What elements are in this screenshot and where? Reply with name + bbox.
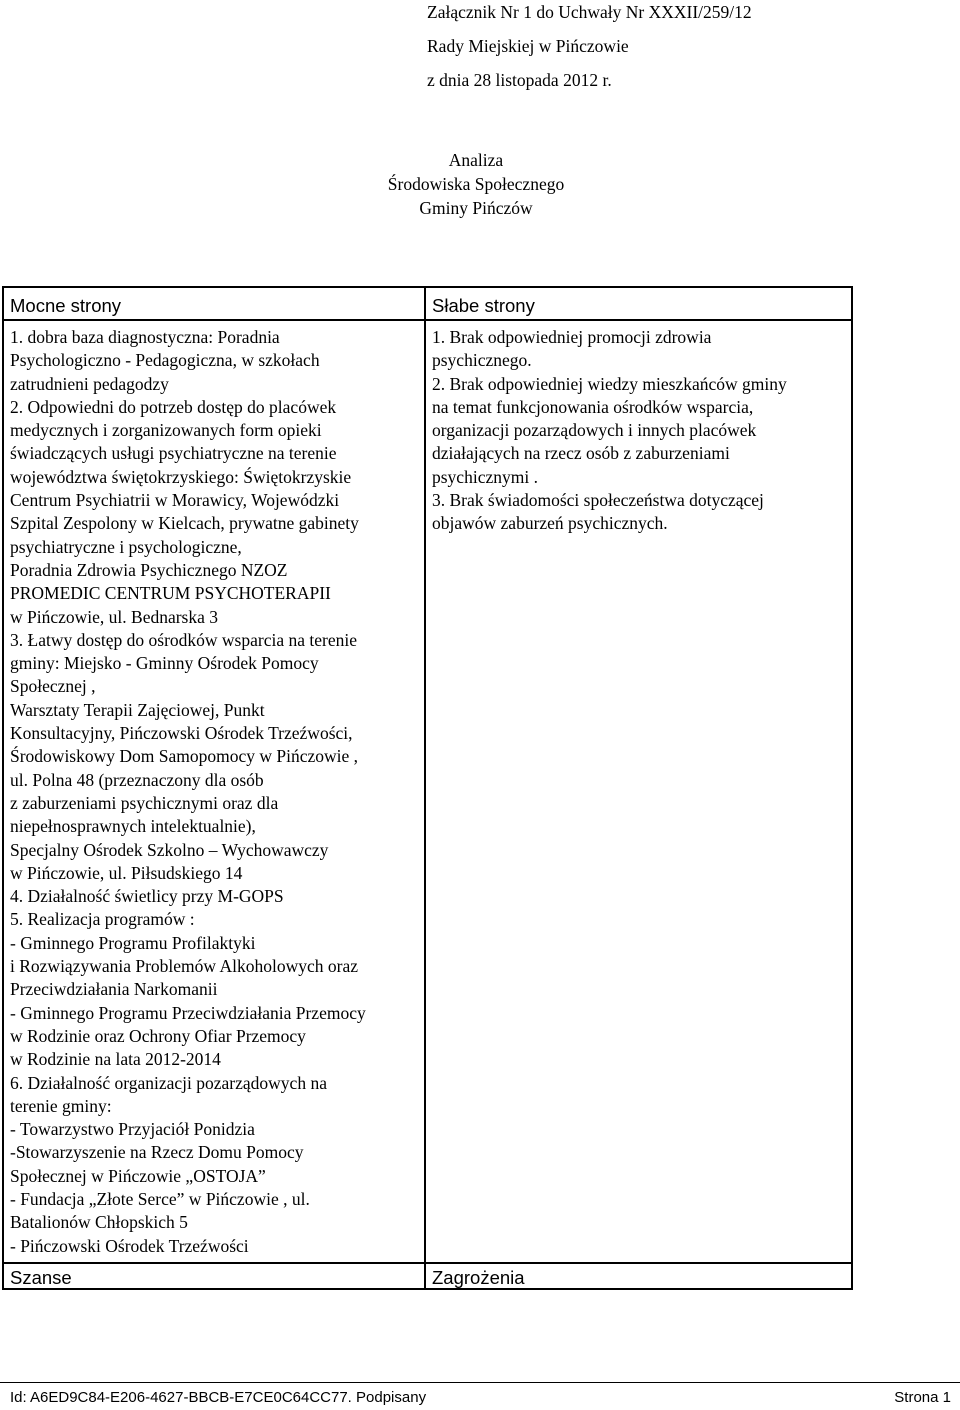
strengths-line: Centrum Psychiatrii w Morawicy, Wojewódzki — [10, 490, 340, 511]
strengths-line: psychiatryczne i psychologiczne, — [10, 536, 242, 557]
weaknesses-line: objawów zaburzeń psychicznych. — [432, 513, 668, 534]
strengths-line: - Gminnego Programu Profilaktyki — [10, 932, 256, 953]
strengths-line: Konsultacyjny, Pińczowski Ośrodek Trzeźwości, — [10, 723, 353, 744]
strengths-line: Środowiskowy Dom Samopomocy w Pińczowie , — [10, 746, 359, 767]
footer-divider — [0, 1382, 960, 1383]
document-id: Id: A6ED9C84-E206-4627-BBCB-E7CE0C64CC77. Podpisany — [10, 1389, 427, 1406]
strengths-line: w Rodzinie na lata 2012-2014 — [10, 1049, 221, 1070]
strengths-heading: Mocne strony — [10, 295, 122, 316]
strengths-line: Poradnia Zdrowia Psychicznego NZOZ — [10, 559, 288, 580]
weaknesses-line: działających na rzecz osób z zaburzeniami — [432, 443, 730, 464]
strengths-line: Przeciwdziałania Narkomanii — [10, 979, 218, 1000]
strengths-line: Szpital Zespolony w Kielcach, prywatne gabinety — [10, 513, 359, 534]
weaknesses-line: 3. Brak świadomości społeczeństwa dotyczącej — [432, 490, 764, 511]
strengths-line: - Fundacja „Złote Serce” w Pińczowie , ul. — [10, 1188, 310, 1209]
opportunities-heading: Szanse — [10, 1267, 72, 1288]
title-line-3: Gminy Pińczów — [419, 198, 533, 218]
strengths-line: PROMEDIC CENTRUM PSYCHOTERAPII — [10, 583, 331, 604]
weaknesses-line: na temat funkcjonowania ośrodków wsparcia, — [432, 396, 754, 417]
attachment-header — [427, 0, 947, 102]
table-column-divider — [424, 288, 426, 1288]
strengths-line: Społecznej , — [10, 676, 96, 697]
strengths-line: Warsztaty Terapii Zajęciowej, Punkt — [10, 699, 265, 720]
strengths-line: 4. Działalność świetlicy przy M-GOPS — [10, 886, 284, 907]
strengths-line: z zaburzeniami psychicznymi oraz dla — [10, 792, 279, 813]
weaknesses-line: psychicznego. — [432, 350, 532, 371]
strengths-line: gminy: Miejsko - Gminny Ośrodek Pomocy — [10, 653, 319, 674]
strengths-line: 3. Łatwy dostęp do ośrodków wsparcia na terenie — [10, 629, 357, 650]
strengths-line: w Pińczowie, ul. Bednarska 3 — [10, 606, 219, 627]
weaknesses-list — [432, 326, 850, 536]
strengths-line: 2. Odpowiedni do potrzeb dostęp do placówek — [10, 396, 337, 417]
swot-table — [2, 286, 853, 1290]
table-header-divider — [4, 319, 851, 321]
strengths-line: zatrudnieni pedagodzy — [10, 373, 169, 394]
header-line-attachment: Załącznik Nr 1 do Uchwały Nr XXXII/259/12 — [427, 2, 752, 22]
document-title — [0, 148, 952, 220]
strengths-line: Psychologiczno - Pedagogiczna, w szkołach — [10, 350, 320, 371]
strengths-line: Batalionów Chłopskich 5 — [10, 1212, 188, 1233]
weaknesses-line: 1. Brak odpowiedniej promocji zdrowia — [432, 327, 712, 347]
strengths-line: - Gminnego Programu Przeciwdziałania Przemocy — [10, 1002, 366, 1023]
strengths-line: -Stowarzyszenie na Rzecz Domu Pomocy — [10, 1142, 304, 1163]
strengths-line: i Rozwiązywania Problemów Alkoholowych oraz — [10, 956, 358, 977]
strengths-line: w Pińczowie, ul. Piłsudskiego 14 — [10, 862, 243, 883]
strengths-line: 5. Realizacja programów : — [10, 909, 195, 930]
strengths-line: Specjalny Ośrodek Szkolno – Wychowawczy — [10, 839, 329, 860]
weaknesses-heading: Słabe strony — [432, 295, 535, 316]
strengths-list — [10, 326, 420, 1258]
strengths-line: Społecznej w Pińczowie „OSTOJA” — [10, 1165, 266, 1186]
weaknesses-line: 2. Brak odpowiedniej wiedzy mieszkańców gminy — [432, 373, 787, 394]
strengths-line: województwa świętokrzyskiego: Świętokrzyskie — [10, 466, 352, 487]
strengths-line: ul. Polna 48 (przeznaczony dla osób — [10, 769, 264, 790]
strengths-line: w Rodzinie oraz Ochrony Ofiar Przemocy — [10, 1025, 306, 1046]
header-line-council: Rady Miejskiej w Pińczowie — [427, 36, 629, 56]
strengths-line: - Pińczowski Ośrodek Trzeźwości — [10, 1235, 249, 1256]
page-number: Strona 1 — [894, 1389, 951, 1406]
table-row-divider — [4, 1262, 851, 1264]
strengths-line: - Towarzystwo Przyjaciół Ponidzia — [10, 1119, 255, 1140]
title-line-1: Analiza — [448, 150, 504, 170]
strengths-line: niepełnosprawnych intelektualnie), — [10, 816, 256, 837]
strengths-line: 6. Działalność organizacji pozarządowych na — [10, 1072, 327, 1093]
strengths-line: świadczących usługi psychiatryczne na terenie — [10, 443, 337, 464]
weaknesses-line: organizacji pozarządowych i innych placówek — [432, 420, 757, 441]
title-line-2: Środowiska Społecznego — [387, 174, 565, 194]
strengths-line: 1. dobra baza diagnostyczna: Poradnia — [10, 327, 280, 347]
strengths-line: terenie gminy: — [10, 1095, 112, 1116]
strengths-line: medycznych i zorganizowanych form opieki — [10, 420, 322, 441]
header-line-date: z dnia 28 listopada 2012 r. — [427, 70, 612, 90]
threats-heading: Zagrożenia — [432, 1267, 525, 1288]
weaknesses-line: psychicznymi . — [432, 466, 538, 487]
